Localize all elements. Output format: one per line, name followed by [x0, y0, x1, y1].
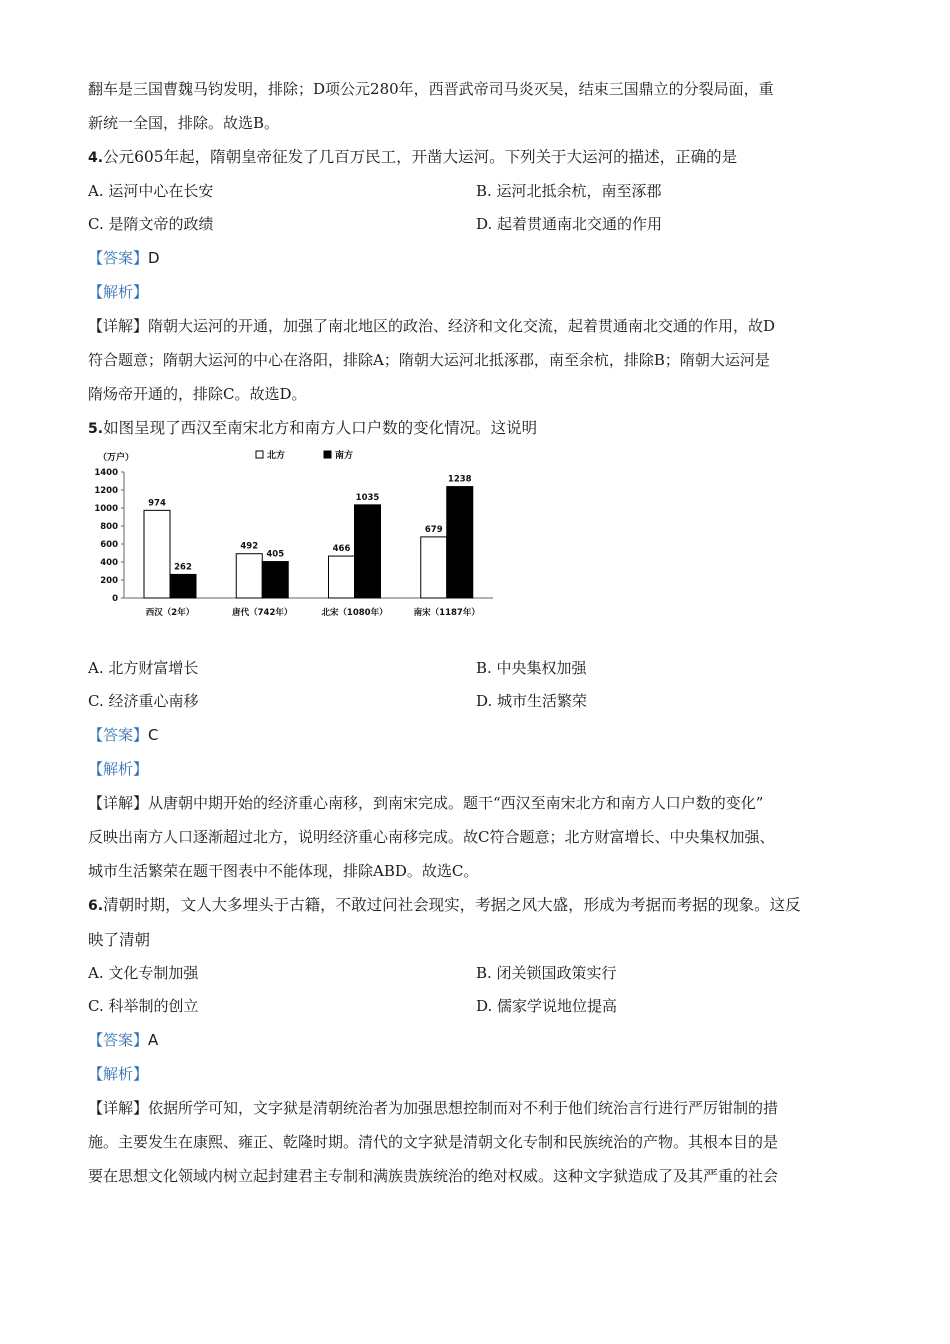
question-text: 如图呈现了西汉至南宋北方和南方人口户数的变化情况。这说明: [103, 419, 538, 437]
analysis-tag: 【解析】: [88, 283, 149, 301]
option-d: D. 起着贯通南北交通的作用: [476, 215, 663, 233]
option-c: C. 经济重心南移: [88, 692, 199, 710]
population-bar-chart: [88, 446, 508, 652]
option-a: A. 文化专制加强: [88, 964, 199, 982]
bar-south-3: [355, 505, 381, 598]
answer-tag: 【答案】: [88, 726, 149, 744]
question-number: 5.: [88, 421, 104, 437]
question-6-stem-line-2: 映了清朝: [88, 931, 151, 949]
detail-tag: 【详解】: [88, 317, 149, 335]
option-c: C. 科举制的创立: [88, 997, 199, 1015]
question-4-options-row-2: [88, 208, 864, 241]
option-b: B. 中央集权加强: [476, 659, 587, 677]
question-number: 4.: [88, 150, 104, 166]
question-5-analysis: [88, 752, 864, 786]
detail-tag: 【详解】: [88, 1099, 149, 1117]
data-label: 679: [424, 524, 443, 535]
data-label: 1238: [447, 474, 472, 485]
question-6-options-row-1: [88, 957, 864, 990]
data-label: 466: [332, 544, 351, 555]
question-6-options-row-2: [88, 990, 864, 1023]
question-number: 6.: [88, 898, 104, 914]
intro-line-1: 翻车是三国曹魏马钧发明，排除；D项公元280年，西晋武帝司马炎灭吴，结束三国鼎立的分裂局面，重: [88, 80, 774, 98]
question-6-analysis: [88, 1057, 864, 1091]
question-4-detail-line-2: 符合题意；隋朝大运河的中心在洛阳，排除A；隋朝大运河北抵涿郡，南至余杭，排除B；隋朝大运河是: [88, 351, 770, 369]
legend-swatch-1: [256, 451, 263, 458]
question-4-analysis: [88, 275, 864, 309]
y-tick-label: 1400: [94, 468, 118, 478]
question-4-answer: [88, 241, 864, 275]
option-a: A. 运河中心在长安: [88, 182, 214, 200]
option-c: C. 是隋文帝的政绩: [88, 215, 214, 233]
bar-south-1: [170, 574, 196, 598]
option-a: A. 北方财富增长: [88, 659, 199, 677]
y-tick-label: 400: [100, 558, 118, 568]
answer-tag: 【答案】: [88, 249, 149, 267]
answer-tag: 【答案】: [88, 1031, 149, 1049]
question-6-detail-line-1: [88, 1091, 864, 1125]
y-tick-label: 1000: [94, 504, 118, 514]
question-5-options-row-1: [88, 652, 864, 685]
x-tick-label: 唐代（742年）: [232, 608, 293, 618]
analysis-tag: 【解析】: [88, 760, 149, 778]
question-4-options-row-1: [88, 175, 864, 208]
bar-north-3: [329, 556, 355, 598]
answer-value: A: [148, 1031, 159, 1049]
bar-north-1: [144, 510, 170, 598]
data-label: 1035: [355, 492, 380, 503]
bar-north-2: [236, 554, 262, 598]
detail-text: 从唐朝中期开始的经济重心南移，到南宋完成。题干“西汉至南宋北方和南方人口户数的变化”: [148, 794, 764, 812]
detail-text: 隋朝大运河的开通，加强了南北地区的政治、经济和文化交流，起着贯通南北交通的作用，故D: [148, 317, 776, 335]
question-6-stem-line-1: [88, 888, 864, 923]
bar-south-4: [447, 487, 473, 598]
data-label: 262: [174, 562, 192, 573]
population-chart: [88, 446, 864, 652]
question-4-detail-line-3: 隋炀帝开通的，排除C。故选D。: [88, 385, 307, 403]
y-axis-label: （万户）: [98, 453, 135, 463]
y-tick-label: 1200: [94, 486, 118, 496]
option-d: D. 儒家学说地位提高: [476, 997, 618, 1015]
question-text: 公元605年起，隋朝皇帝征发了几百万民工，开凿大运河。下列关于大运河的描述，正确的是: [103, 148, 738, 166]
y-tick-label: 600: [100, 540, 118, 550]
question-text: 清朝时期，文人大多埋头于古籍，不敢过问社会现实，考据之风大盛，形成为考据而考据的现象。这反: [103, 896, 801, 914]
y-tick-label: 200: [100, 576, 118, 586]
question-5-options-row-2: [88, 685, 864, 718]
question-5-detail-line-2: 反映出南方人口逐渐超过北方，说明经济重心南移完成。故C符合题意；北方财富增长、中央集权加强、: [88, 828, 775, 846]
legend-label-1: 北方: [267, 451, 286, 461]
y-tick-label: 800: [100, 522, 118, 532]
bar-south-2: [262, 562, 288, 598]
question-5-stem: [88, 411, 864, 446]
question-4-detail-line-1: [88, 309, 864, 343]
question-4-stem: [88, 140, 864, 175]
option-d: D. 城市生活繁荣: [476, 692, 588, 710]
analysis-tag: 【解析】: [88, 1065, 149, 1083]
answer-value: D: [148, 249, 160, 267]
detail-tag: 【详解】: [88, 794, 149, 812]
bar-north-4: [421, 537, 447, 598]
document-page: [88, 72, 864, 1193]
question-6-answer: [88, 1023, 864, 1057]
question-5-answer: [88, 718, 864, 752]
question-6-detail-line-3: 要在思想文化领域内树立起封建君主专制和满族贵族统治的绝对权威。这种文字狱造成了及其严重的社会: [88, 1167, 779, 1185]
intro-line-2: 新统一全国，排除。故选B。: [88, 114, 280, 132]
question-5-detail-line-1: [88, 786, 864, 820]
option-b: B. 运河北抵余杭，南至涿郡: [476, 182, 662, 200]
x-tick-label: 西汉（2年）: [145, 608, 195, 618]
legend-swatch-2: [324, 451, 331, 458]
answer-value: C: [148, 726, 159, 744]
y-tick-label: 0: [112, 594, 118, 604]
legend-label-2: 南方: [335, 451, 354, 461]
data-label: 405: [266, 549, 285, 560]
data-label: 974: [148, 498, 166, 509]
x-tick-label: 北宋（1080年）: [321, 608, 388, 618]
question-5-detail-line-3: 城市生活繁荣在题干图表中不能体现，排除ABD。故选C。: [88, 862, 479, 880]
question-6-detail-line-2: 施。主要发生在康熙、雍正、乾隆时期。清代的文字狱是清朝文化专制和民族统治的产物。其根本目的是: [88, 1133, 779, 1151]
x-tick-label: 南宋（1187年）: [413, 608, 480, 618]
detail-text: 依据所学可知，文字狱是清朝统治者为加强思想控制而对不利于他们统治言行进行严厉钳制的措: [148, 1099, 779, 1117]
option-b: B. 闭关锁国政策实行: [476, 964, 617, 982]
data-label: 492: [240, 541, 259, 552]
